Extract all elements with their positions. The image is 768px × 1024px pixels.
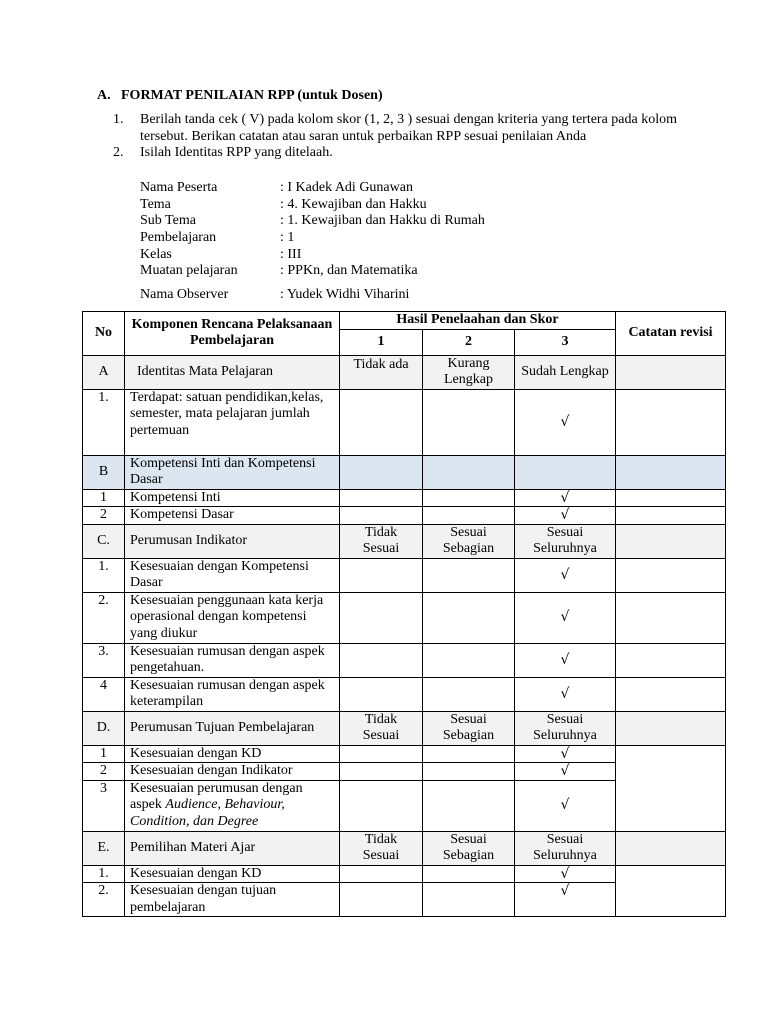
row-no: 2. <box>83 883 125 917</box>
section-row-d <box>83 711 726 745</box>
check-mark: √ <box>515 507 616 525</box>
row-component: Kompetensi Inti <box>125 489 340 507</box>
catatan-cell <box>616 489 726 507</box>
criteria-1 <box>340 455 423 489</box>
score-2-cell <box>423 507 515 525</box>
section-label: Identitas Mata Pelajaran <box>125 355 340 389</box>
identity-label: Sub Tema <box>140 213 196 229</box>
score-2-cell <box>423 489 515 507</box>
criteria-3: Sesuai Seluruhnya <box>515 831 616 865</box>
check-mark: √ <box>515 389 616 455</box>
score-1-cell <box>340 745 423 763</box>
header-no: No <box>83 312 125 356</box>
check-mark: √ <box>515 592 616 643</box>
identity-value: : III <box>280 246 302 262</box>
section-label: Kompetensi Inti dan Kompetensi Dasar <box>125 455 340 489</box>
identity-row-tema <box>140 197 485 214</box>
identity-value: : 1. Kewajiban dan Hakku di Rumah <box>280 213 485 229</box>
row-component: Kesesuaian penggunaan kata kerja operasional dengan kompetensi yang diukur <box>125 592 340 643</box>
criteria-1: Tidak Sesuai <box>340 524 423 558</box>
row-no: 1 <box>83 489 125 507</box>
score-2-cell <box>423 389 515 455</box>
identity-label: Muatan pelajaran <box>140 263 238 279</box>
row-component-text: Kesesuaian perumusan dengan aspek <box>130 780 303 813</box>
criteria-3: Sesuai Seluruhnya <box>515 524 616 558</box>
table-row <box>83 677 726 711</box>
score-2-cell <box>423 592 515 643</box>
section-no: D. <box>83 711 125 745</box>
instruction-item <box>113 145 693 162</box>
criteria-2: Sesuai Sebagian <box>423 524 515 558</box>
table-row <box>83 558 726 592</box>
identity-label: Tema <box>140 196 171 212</box>
score-2-cell <box>423 883 515 917</box>
instruction-text: Isilah Identitas RPP yang ditelaah. <box>140 145 333 160</box>
row-component: Kesesuaian dengan tujuan pembelajaran <box>125 883 340 917</box>
row-component: Kompetensi Dasar <box>125 507 340 525</box>
section-title <box>97 88 383 104</box>
criteria-3: Sudah Lengkap <box>515 355 616 389</box>
catatan-cell <box>616 558 726 592</box>
row-component: Kesesuaian dengan Kompetensi Dasar <box>125 558 340 592</box>
section-row-e <box>83 831 726 865</box>
criteria-1: Tidak Sesuai <box>340 711 423 745</box>
table-row <box>83 489 726 507</box>
score-1-cell <box>340 489 423 507</box>
row-no: 1. <box>83 389 125 455</box>
row-no: 3. <box>83 643 125 677</box>
identity-row-muatan <box>140 263 485 280</box>
score-2-cell <box>423 677 515 711</box>
section-label: Pemilihan Materi Ajar <box>125 831 340 865</box>
row-component: Kesesuaian rumusan dengan aspek pengetahuan. <box>125 643 340 677</box>
score-2-cell <box>423 745 515 763</box>
instruction-number: 2. <box>113 145 124 160</box>
check-mark: √ <box>515 883 616 917</box>
identity-label: Pembelajaran <box>140 230 217 246</box>
criteria-3 <box>515 455 616 489</box>
check-mark: √ <box>515 865 616 883</box>
table-row <box>83 643 726 677</box>
instruction-item <box>113 112 693 145</box>
section-no: E. <box>83 831 125 865</box>
table-row <box>83 389 726 455</box>
row-component: Kesesuaian rumusan dengan aspek keterampilan <box>125 677 340 711</box>
catatan-cell <box>616 745 726 831</box>
identity-row-nama-peserta <box>140 180 485 197</box>
catatan-cell <box>616 355 726 389</box>
section-letter: A. <box>97 88 111 103</box>
identity-row-sub-tema <box>140 213 485 230</box>
table-header-row <box>83 312 726 330</box>
score-1-cell <box>340 865 423 883</box>
header-score-1: 1 <box>340 329 423 355</box>
assessment-table <box>82 311 726 917</box>
score-1-cell <box>340 883 423 917</box>
identity-value: : PPKn, dan Matematika <box>280 263 418 279</box>
criteria-3: Sesuai Seluruhnya <box>515 711 616 745</box>
section-label: Perumusan Indikator <box>125 524 340 558</box>
instruction-text: Berilah tanda cek ( V) pada kolom skor (1, 2, 3 ) sesuai dengan kriteria yang tertera pada kolom tersebut. Berikan catatan atau saran untuk perbaikan RPP sesuai penilaian Anda <box>140 112 678 144</box>
identity-row-pembelajaran <box>140 230 485 247</box>
check-mark: √ <box>515 763 616 781</box>
score-1-cell <box>340 507 423 525</box>
header-catatan: Catatan revisi <box>616 312 726 356</box>
identity-label: Kelas <box>140 246 172 262</box>
row-no: 1. <box>83 558 125 592</box>
catatan-cell <box>616 711 726 745</box>
check-mark: √ <box>515 643 616 677</box>
identity-label: Nama Peserta <box>140 180 218 195</box>
row-no: 2 <box>83 763 125 781</box>
catatan-cell <box>616 524 726 558</box>
catatan-cell <box>616 677 726 711</box>
score-1-cell <box>340 643 423 677</box>
row-no: 3 <box>83 780 125 831</box>
catatan-cell <box>616 455 726 489</box>
table-row <box>83 592 726 643</box>
score-1-cell <box>340 592 423 643</box>
score-1-cell <box>340 558 423 592</box>
criteria-2: Sesuai Sebagian <box>423 831 515 865</box>
row-no: 2 <box>83 507 125 525</box>
header-score-3: 3 <box>515 329 616 355</box>
section-row-b <box>83 455 726 489</box>
section-row-c <box>83 524 726 558</box>
section-no: A <box>83 355 125 389</box>
criteria-1: Tidak Sesuai <box>340 831 423 865</box>
catatan-cell <box>616 389 726 455</box>
score-1-cell <box>340 763 423 781</box>
row-no: 1. <box>83 865 125 883</box>
row-component-italic: Audience, Behaviour, Condition, dan Degree <box>130 797 285 829</box>
catatan-cell <box>616 865 726 917</box>
row-component: Terdapat: satuan pendidikan,kelas, semester, mata pelajaran jumlah pertemuan <box>125 389 340 455</box>
identity-label: Nama Observer <box>140 287 229 303</box>
check-mark: √ <box>515 558 616 592</box>
score-1-cell <box>340 389 423 455</box>
row-component: Kesesuaian dengan KD <box>125 745 340 763</box>
score-2-cell <box>423 763 515 781</box>
score-2-cell <box>423 865 515 883</box>
score-1-cell <box>340 677 423 711</box>
criteria-1: Tidak ada <box>340 355 423 389</box>
table-row <box>83 507 726 525</box>
identity-value: : 1 <box>280 230 295 246</box>
table-row <box>83 865 726 883</box>
catatan-cell <box>616 592 726 643</box>
section-no: C. <box>83 524 125 558</box>
score-2-cell <box>423 780 515 831</box>
identity-row-kelas <box>140 247 485 264</box>
check-mark: √ <box>515 677 616 711</box>
identity-value: : 4. Kewajiban dan Hakku <box>280 196 427 212</box>
check-mark: √ <box>515 489 616 507</box>
row-no: 1 <box>83 745 125 763</box>
criteria-2: Kurang Lengkap <box>423 355 515 389</box>
instructions <box>113 112 693 162</box>
score-2-cell <box>423 558 515 592</box>
row-component: Kesesuaian dengan KD <box>125 865 340 883</box>
check-mark: √ <box>515 780 616 831</box>
header-hasil: Hasil Penelaahan dan Skor <box>340 312 616 330</box>
check-mark: √ <box>515 745 616 763</box>
row-no: 4 <box>83 677 125 711</box>
section-label: Perumusan Tujuan Pembelajaran <box>125 711 340 745</box>
criteria-2: Sesuai Sebagian <box>423 711 515 745</box>
catatan-cell <box>616 507 726 525</box>
row-no: 2. <box>83 592 125 643</box>
section-title-text: FORMAT PENILAIAN RPP (untuk Dosen) <box>121 88 383 103</box>
criteria-2 <box>423 455 515 489</box>
table-row <box>83 745 726 763</box>
identity-value: : Yudek Widhi Viharini <box>280 287 410 303</box>
section-no: B <box>83 455 125 489</box>
catatan-cell <box>616 643 726 677</box>
row-component: Kesesuaian dengan Indikator <box>125 763 340 781</box>
score-1-cell <box>340 780 423 831</box>
identity-row-observer <box>140 287 485 304</box>
section-row-a <box>83 355 726 389</box>
catatan-cell <box>616 831 726 865</box>
header-komponen: Komponen Rencana Pelaksanaan Pembelajaran <box>125 312 340 356</box>
row-component <box>125 780 340 831</box>
header-score-2: 2 <box>423 329 515 355</box>
instruction-number: 1. <box>113 112 124 127</box>
identity-value: : I Kadek Adi Gunawan <box>280 180 413 195</box>
score-2-cell <box>423 643 515 677</box>
identity-list <box>140 180 485 304</box>
